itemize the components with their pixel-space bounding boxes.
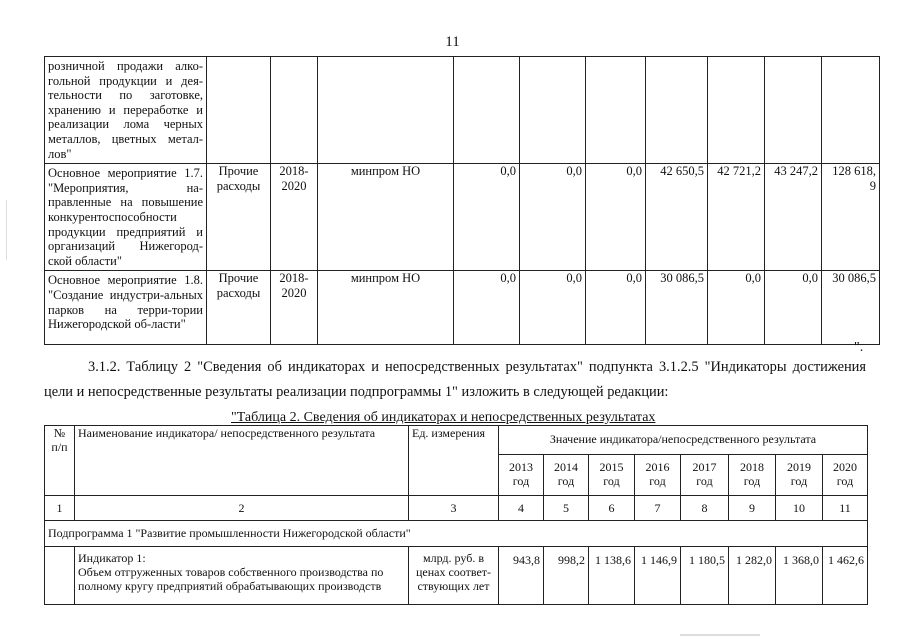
- measure-expense-type: [207, 57, 271, 164]
- indicator-desc: Объем отгруженных товаров собственного производства по полному кругу предприятий обрабатывающих производств: [78, 565, 384, 593]
- header-unit: Ед. измерения: [409, 426, 499, 496]
- indicator-cell: [75, 547, 409, 605]
- amendment-paragraph: 3.1.2. Таблицу 2 "Сведения об индикаторах и непосредственных результатах" подпункта 3.1.2.5 "Индикаторы достижения цели и непосредственные результаты реализации подпрограммы 1" изложить в следующей редакции:: [44, 359, 866, 400]
- measure-period: 2018-2020: [271, 164, 318, 271]
- year-header: 2019 год: [776, 455, 823, 496]
- measure-value: [454, 57, 520, 164]
- indicator-label: Индикатор 1:: [78, 551, 146, 565]
- measure-expense-type: Прочие расходы: [207, 271, 271, 345]
- measure-value: 0,0: [708, 271, 765, 345]
- measure-value: 0,0: [454, 271, 520, 345]
- measure-period: [271, 57, 318, 164]
- header-values: Значение индикатора/непосредственного результата: [499, 426, 868, 455]
- indicator-value: 1 138,6: [589, 547, 635, 605]
- indicators-table: [44, 425, 868, 605]
- measures-table: [44, 56, 880, 345]
- measure-value: 0,0: [454, 164, 520, 271]
- measure-total: [822, 57, 880, 164]
- indicator-num: [45, 547, 75, 605]
- column-number: 10: [776, 496, 823, 521]
- measure-name: розничной продажи алко-гольной продукции и дея-тельности по заготовке, хранению и переработке и реализации лома черных металлов, цветных метал-лов": [45, 57, 207, 164]
- measure-executor: [318, 57, 454, 164]
- measure-value: 0,0: [586, 271, 646, 345]
- column-number: 7: [635, 496, 681, 521]
- measure-value: 42 721,2: [708, 164, 765, 271]
- year-header: 2020 год: [823, 455, 868, 496]
- measure-executor: минпром НО: [318, 271, 454, 345]
- column-number: 4: [499, 496, 544, 521]
- measure-name: Основное мероприятие 1.8. "Создание индустри-альных парков на терри-тории Нижегородской об-ласти": [45, 271, 207, 345]
- indicator-value: 1 462,6: [823, 547, 868, 605]
- column-number: 3: [409, 496, 499, 521]
- column-number: 2: [75, 496, 409, 521]
- indicator-value: 1 180,5: [681, 547, 729, 605]
- year-header: 2018 год: [729, 455, 776, 496]
- indicator-value: 1 146,9: [635, 547, 681, 605]
- measure-value: 0,0: [765, 271, 822, 345]
- measure-value: [765, 57, 822, 164]
- measure-total: 128 618, 9: [822, 164, 880, 271]
- measure-value: 42 650,5: [646, 164, 708, 271]
- scan-margin-mark: [6, 200, 7, 260]
- column-number: 1: [45, 496, 75, 521]
- year-header: 2015 год: [589, 455, 635, 496]
- measure-executor: минпром НО: [318, 164, 454, 271]
- measure-period: 2018-2020: [271, 271, 318, 345]
- measure-value: 43 247,2: [765, 164, 822, 271]
- column-number: 6: [589, 496, 635, 521]
- closing-quote: ".: [854, 340, 864, 355]
- header-num: № п/п: [45, 426, 75, 496]
- column-number: 5: [544, 496, 589, 521]
- year-header: 2016 год: [635, 455, 681, 496]
- measure-value: [586, 57, 646, 164]
- year-header: 2017 год: [681, 455, 729, 496]
- measure-value: [646, 57, 708, 164]
- measure-row: [45, 57, 880, 164]
- year-header: 2013 год: [499, 455, 544, 496]
- year-header: 2014 год: [544, 455, 589, 496]
- measure-value: 0,0: [586, 164, 646, 271]
- scan-artifact: [680, 634, 760, 636]
- indicator-value: 943,8: [499, 547, 544, 605]
- measure-value: 0,0: [520, 164, 586, 271]
- page-number: 11: [445, 34, 460, 50]
- subprogram-row: Подпрограмма 1 "Развитие промышленности Нижегородской области": [45, 521, 868, 547]
- table2-title: "Таблица 2. Сведения об индикаторах и непосредственных результатах: [231, 410, 656, 425]
- indicator-unit: млрд. руб. в ценах соответ-ствующих лет: [409, 547, 499, 605]
- column-number: 8: [681, 496, 729, 521]
- header-name: Наименование индикатора/ непосредственного результата: [75, 426, 409, 496]
- measure-value: [520, 57, 586, 164]
- measure-row: [45, 271, 880, 345]
- measure-total: 30 086,5: [822, 271, 880, 345]
- measure-value: 0,0: [520, 271, 586, 345]
- indicator-value: 1 282,0: [729, 547, 776, 605]
- measure-value: 30 086,5: [646, 271, 708, 345]
- measure-name: Основное мероприятие 1.7. "Мероприятия, на-правленные на повышение конкурентоспособности продукции предприятий и организаций Нижегород-ской области": [45, 164, 207, 271]
- column-number: 11: [823, 496, 868, 521]
- indicator-value: 998,2: [544, 547, 589, 605]
- column-number: 9: [729, 496, 776, 521]
- measure-row: [45, 164, 880, 271]
- measure-expense-type: Прочие расходы: [207, 164, 271, 271]
- indicator-value: 1 368,0: [776, 547, 823, 605]
- measure-value: [708, 57, 765, 164]
